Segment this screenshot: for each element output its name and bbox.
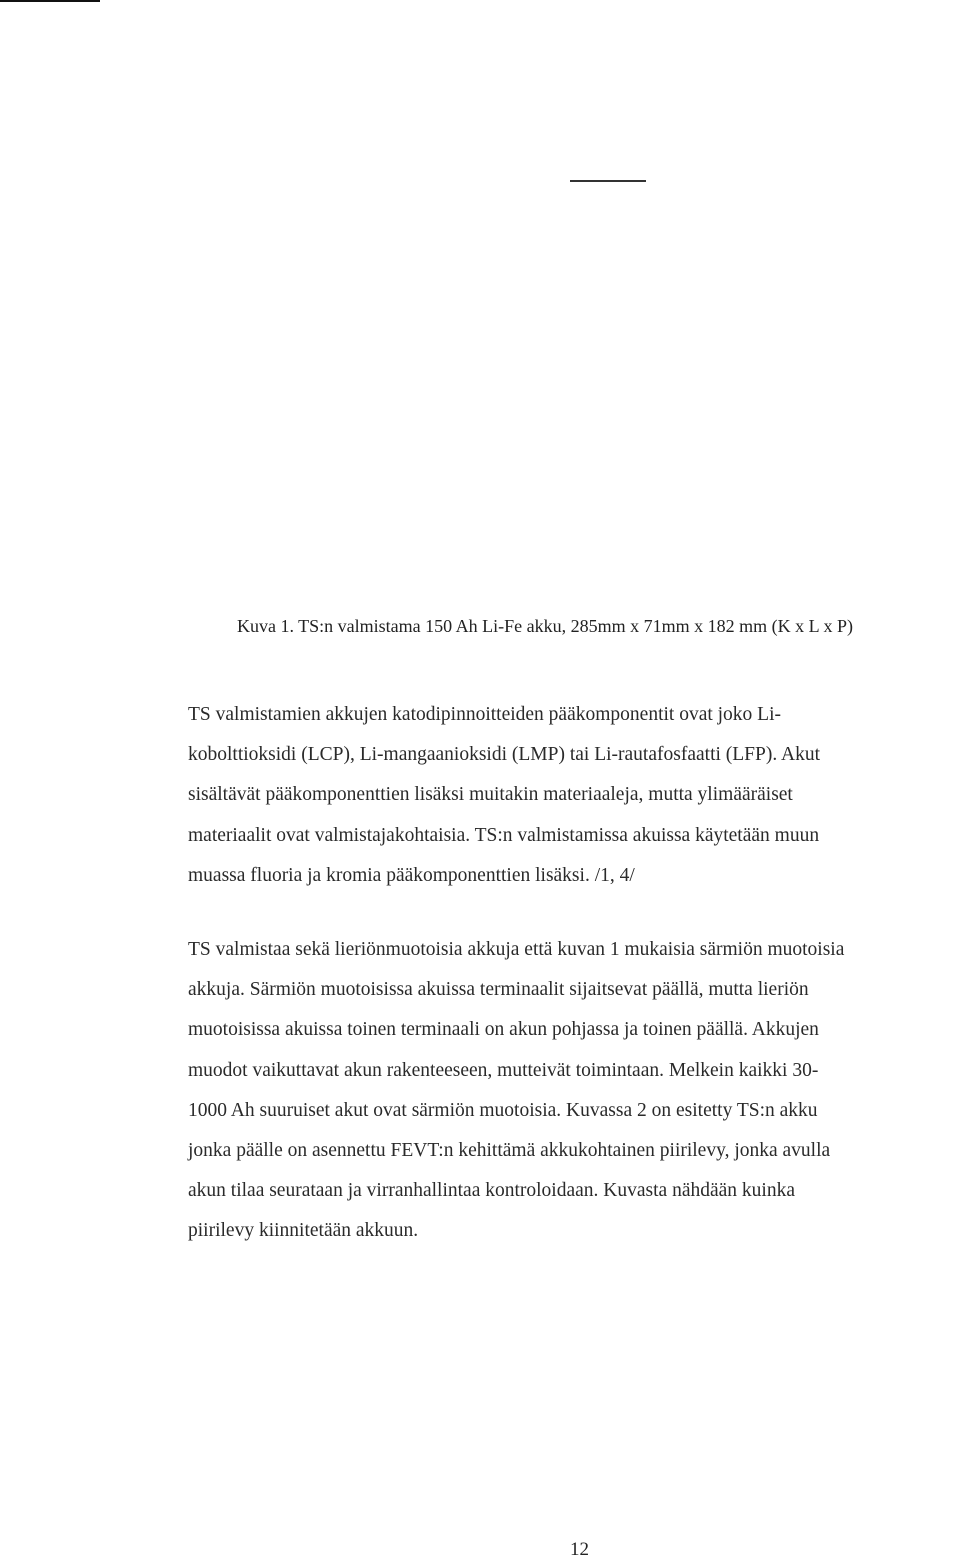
paragraph-cathode-materials <box>188 695 960 896</box>
figure-caption: Kuva 1. TS:n valmistama 150 Ah Li-Fe akku, 285mm x 71mm x 182 mm (K x L x P) <box>237 616 853 636</box>
page-number: 12 <box>570 1539 589 1560</box>
paragraph-battery-shapes <box>188 930 960 1252</box>
paragraph-line: jonka päälle on asennettu FEVT:n kehittämä akkukohtainen piirilevy, jonka avulla <box>188 1140 831 1162</box>
paragraph-line: muodot vaikuttavat akun rakenteeseen, mutteivät toimintaan. Melkein kaikki 30- <box>188 1059 819 1081</box>
paragraph-line: sisältävät pääkomponenttien lisäksi muitakin materiaaleja, mutta ylimääräiset <box>188 784 793 806</box>
paragraph-line: akun tilaa seurataan ja virranhallintaa kontroloidaan. Kuvasta nähdään kuinka <box>188 1180 795 1202</box>
paragraph-line: 1000 Ah suuruiset akut ovat särmiön muotoisia. Kuvassa 2 on esitetty TS:n akku <box>188 1099 818 1121</box>
paragraph-line: muotoisissa akuissa toinen terminaali on akun pohjassa ja toinen päällä. Akkujen <box>188 1019 819 1041</box>
paragraph-line: kobolttioksidi (LCP), Li-mangaanioksidi (LMP) tai Li-rautafosfaatti (LFP). Akut <box>188 744 821 766</box>
paragraph-line: TS valmistamien akkujen katodipinnoitteiden pääkomponentit ovat joko Li- <box>188 704 782 725</box>
paragraph-line: muassa fluoria ja kromia pääkomponenttien lisäksi. /1, 4/ <box>188 864 635 886</box>
paragraph-line: materiaalit ovat valmistajakohtaisia. TS:n valmistamissa akuissa käytetään muun <box>188 824 820 846</box>
paragraph-line: piirilevy kiinnitetään akkuun. <box>188 1220 419 1242</box>
figure-placeholder-rule <box>570 180 646 182</box>
paragraph-line: TS valmistaa sekä lieriönmuotoisia akkuja että kuvan 1 mukaisia särmiön muotoisia <box>188 939 845 960</box>
top-rule <box>0 0 100 2</box>
paragraph-line: akkuja. Särmiön muotoisissa akuissa terminaalit sijaitsevat päällä, mutta lieriön <box>188 979 809 1001</box>
